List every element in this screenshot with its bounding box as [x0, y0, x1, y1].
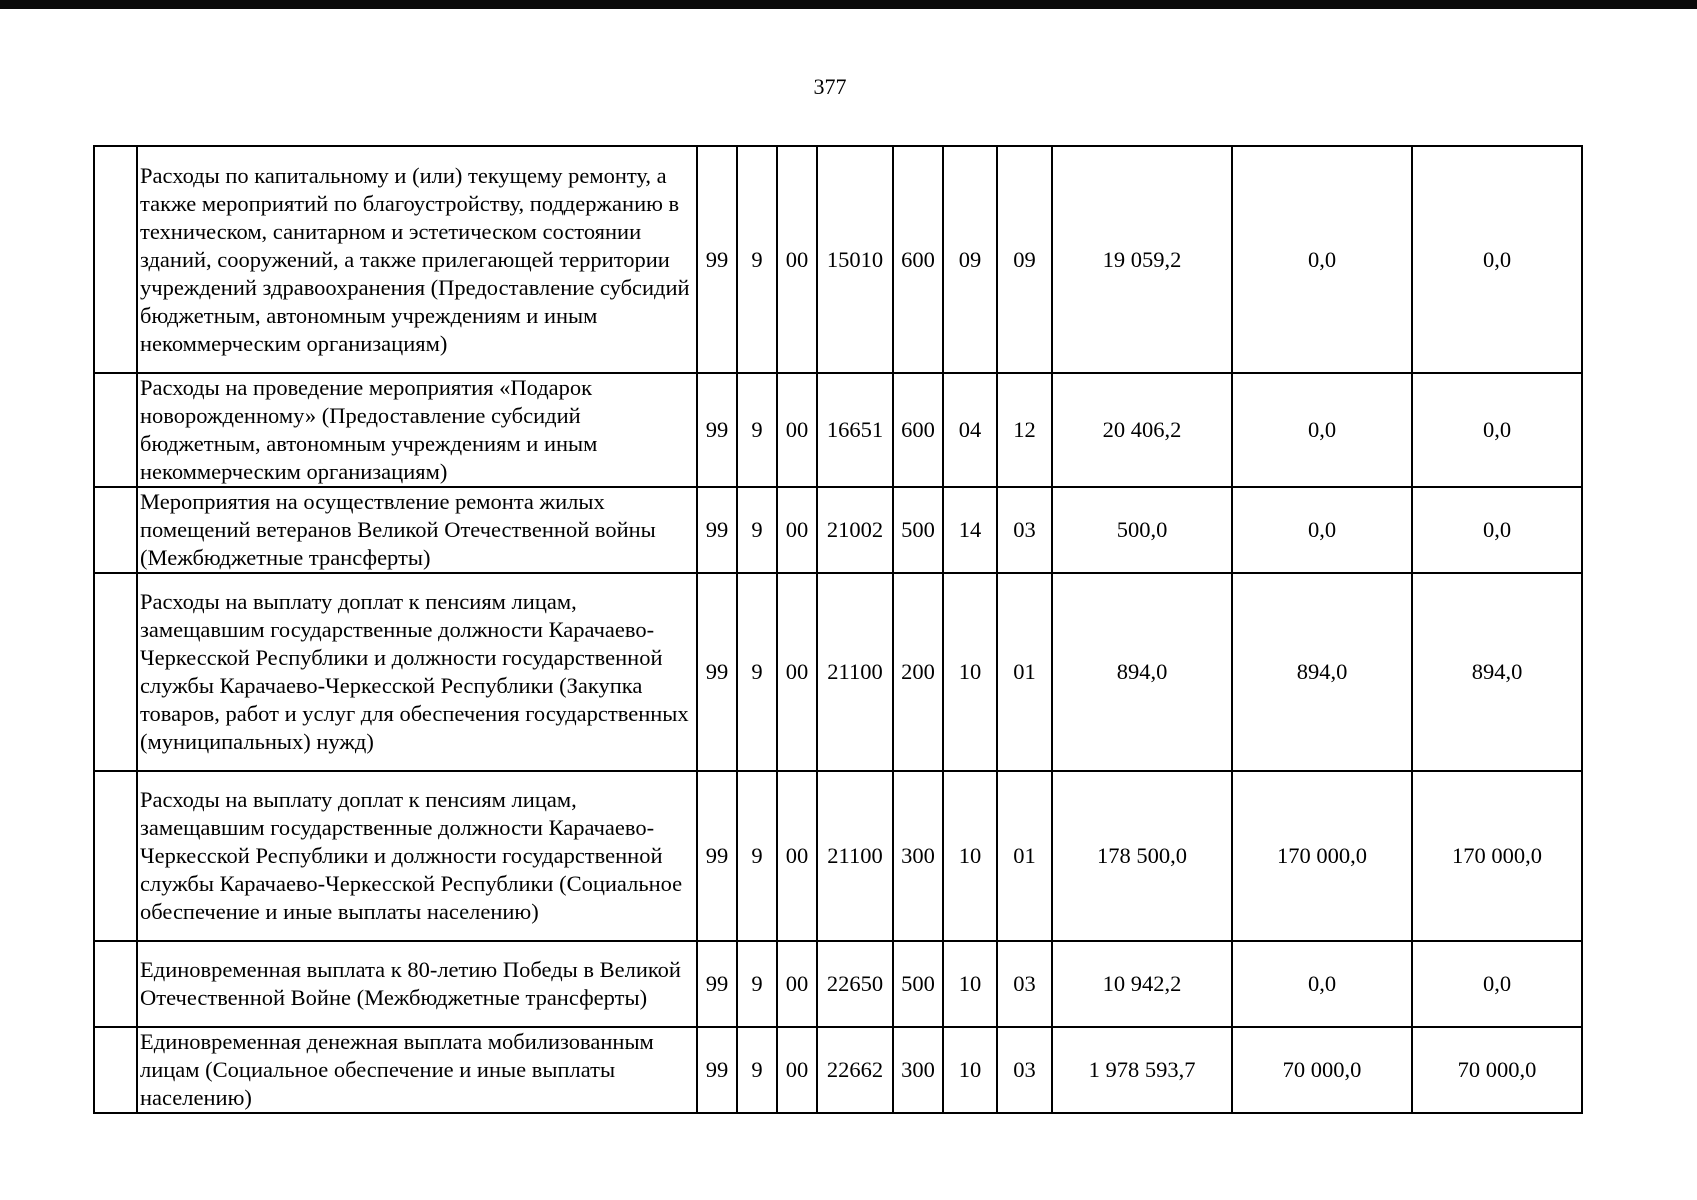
table-row — [94, 373, 1582, 487]
table-row — [94, 487, 1582, 573]
code-cell: 09 — [997, 146, 1052, 373]
amount-cell: 0,0 — [1232, 487, 1412, 573]
row-number-cell — [94, 573, 137, 771]
code-cell: 99 — [697, 373, 737, 487]
code-cell: 16651 — [817, 373, 893, 487]
amount-cell: 0,0 — [1232, 941, 1412, 1027]
table-row — [94, 573, 1582, 771]
code-cell: 9 — [737, 1027, 777, 1113]
amount-cell: 894,0 — [1052, 573, 1232, 771]
amount-cell: 0,0 — [1232, 146, 1412, 373]
row-description: Расходы на проведение мероприятия «Подарок новорожденному» (Предоставление субсидий бюджетным, автономным учреждениям и иным некоммерческим организациям) — [137, 373, 697, 487]
code-cell: 99 — [697, 1027, 737, 1113]
amount-cell: 170 000,0 — [1412, 771, 1582, 941]
code-cell: 99 — [697, 941, 737, 1027]
code-cell: 600 — [893, 373, 943, 487]
row-number-cell — [94, 941, 137, 1027]
code-cell: 21002 — [817, 487, 893, 573]
code-cell: 9 — [737, 487, 777, 573]
amount-cell: 0,0 — [1412, 941, 1582, 1027]
row-description: Единовременная выплата к 80-летию Победы в Великой Отечественной Войне (Межбюджетные трансферты) — [137, 941, 697, 1027]
amount-cell: 170 000,0 — [1232, 771, 1412, 941]
code-cell: 600 — [893, 146, 943, 373]
amount-cell: 70 000,0 — [1412, 1027, 1582, 1113]
code-cell: 15010 — [817, 146, 893, 373]
code-cell: 9 — [737, 373, 777, 487]
scan-top-edge — [0, 0, 1697, 9]
code-cell: 01 — [997, 573, 1052, 771]
table-row — [94, 1027, 1582, 1113]
code-cell: 09 — [943, 146, 997, 373]
code-cell: 21100 — [817, 771, 893, 941]
code-cell: 22662 — [817, 1027, 893, 1113]
amount-cell: 20 406,2 — [1052, 373, 1232, 487]
code-cell: 03 — [997, 941, 1052, 1027]
amount-cell: 0,0 — [1412, 487, 1582, 573]
table-row — [94, 146, 1582, 373]
amount-cell: 0,0 — [1412, 373, 1582, 487]
code-cell: 03 — [997, 1027, 1052, 1113]
row-description: Единовременная денежная выплата мобилизованным лицам (Социальное обеспечение и иные выплаты населению) — [137, 1027, 697, 1113]
code-cell: 300 — [893, 771, 943, 941]
code-cell: 00 — [777, 373, 817, 487]
code-cell: 9 — [737, 146, 777, 373]
code-cell: 00 — [777, 487, 817, 573]
page-number: 377 — [813, 74, 847, 99]
row-number-cell — [94, 373, 137, 487]
code-cell: 00 — [777, 771, 817, 941]
code-cell: 10 — [943, 941, 997, 1027]
amount-cell: 178 500,0 — [1052, 771, 1232, 941]
code-cell: 10 — [943, 771, 997, 941]
code-cell: 99 — [697, 146, 737, 373]
row-number-cell — [94, 771, 137, 941]
code-cell: 9 — [737, 771, 777, 941]
code-cell: 99 — [697, 573, 737, 771]
amount-cell: 894,0 — [1412, 573, 1582, 771]
code-cell: 9 — [737, 573, 777, 771]
row-description: Расходы на выплату доплат к пенсиям лицам, замещавшим государственные должности Карачаево-Черкесской Республики и должности государственной службы Карачаево-Черкесской Республики (Социальное обеспечение и иные выплаты населению) — [137, 771, 697, 941]
code-cell: 10 — [943, 573, 997, 771]
code-cell: 03 — [997, 487, 1052, 573]
table-row — [94, 771, 1582, 941]
amount-cell: 19 059,2 — [1052, 146, 1232, 373]
amount-cell: 70 000,0 — [1232, 1027, 1412, 1113]
amount-cell: 0,0 — [1412, 146, 1582, 373]
amount-cell: 500,0 — [1052, 487, 1232, 573]
row-description: Расходы по капитальному и (или) текущему ремонту, а также мероприятий по благоустройству, поддержанию в техническом, санитарном и эстетическом состоянии зданий, сооружений, а также прилегающей территории учреждений здравоохранения (Предоставление субсидий бюджетным, автономным учреждениям и иным некоммерческим организациям) — [137, 146, 697, 373]
code-cell: 12 — [997, 373, 1052, 487]
code-cell: 99 — [697, 487, 737, 573]
code-cell: 99 — [697, 771, 737, 941]
row-description: Расходы на выплату доплат к пенсиям лицам, замещавшим государственные должности Карачаево-Черкесской Республики и должности государственной службы Карачаево-Черкесской Республики (Закупка товаров, работ и услуг для обеспечения государственных (муниципальных) нужд) — [137, 573, 697, 771]
code-cell: 22650 — [817, 941, 893, 1027]
amount-cell: 1 978 593,7 — [1052, 1027, 1232, 1113]
code-cell: 21100 — [817, 573, 893, 771]
code-cell: 300 — [893, 1027, 943, 1113]
table-row — [94, 941, 1582, 1027]
budget-table — [93, 145, 1583, 1114]
row-number-cell — [94, 146, 137, 373]
row-number-cell — [94, 487, 137, 573]
code-cell: 00 — [777, 573, 817, 771]
row-number-cell — [94, 1027, 137, 1113]
code-cell: 14 — [943, 487, 997, 573]
row-description: Мероприятия на осуществление ремонта жилых помещений ветеранов Великой Отечественной войны (Межбюджетные трансферты) — [137, 487, 697, 573]
code-cell: 200 — [893, 573, 943, 771]
amount-cell: 0,0 — [1232, 373, 1412, 487]
code-cell: 9 — [737, 941, 777, 1027]
code-cell: 500 — [893, 487, 943, 573]
code-cell: 00 — [777, 941, 817, 1027]
code-cell: 04 — [943, 373, 997, 487]
code-cell: 10 — [943, 1027, 997, 1113]
amount-cell: 10 942,2 — [1052, 941, 1232, 1027]
code-cell: 00 — [777, 146, 817, 373]
code-cell: 01 — [997, 771, 1052, 941]
code-cell: 500 — [893, 941, 943, 1027]
code-cell: 00 — [777, 1027, 817, 1113]
amount-cell: 894,0 — [1232, 573, 1412, 771]
